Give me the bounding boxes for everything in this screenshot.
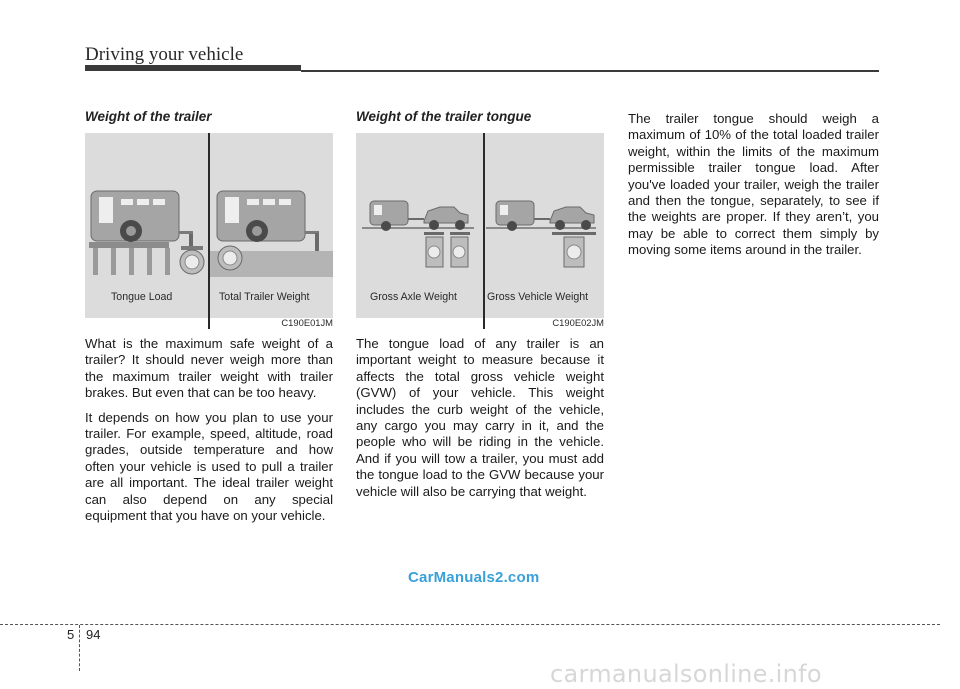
- column-weight-of-trailer: [85, 109, 333, 532]
- section-heading-trailer-weight: Weight of the trailer: [85, 109, 212, 124]
- chapter-number: 5: [67, 627, 75, 642]
- paragraph-1: The tongue load of any trailer is an important weight to measure because it affects the total gross vehicle weight (GVW) of your vehicle. This weight includes the curb weight of the vehicle, any cargo you may carry in it, and the people who will be riding in the vehicle. And if you will tow a trailer, you must add the tongue load to the GVW because your vehicle will also be carrying that weight.: [356, 336, 604, 499]
- column-tongue-guidance: [628, 111, 879, 267]
- page-header-title: Driving your vehicle: [85, 44, 244, 65]
- watermark-link[interactable]: CarManuals2.com: [408, 569, 540, 586]
- footer-separator: [79, 625, 80, 671]
- site-watermark: carmanualsonline.info: [550, 660, 822, 688]
- left-vehicle-illustration: [362, 201, 474, 267]
- figure-divider: [483, 133, 485, 329]
- page-number: 94: [86, 627, 101, 642]
- paragraph-1: The trailer tongue should weigh a maximum of 10% of the total loaded trailer weight, within the limits of the maximum permissible trailer tongue load. After you've loaded your trailer, weigh the trailer and then the tongue, separately, to see if the weights are proper. If they aren’t, you may be able to correct them simply by moving some items around in the trailer.: [628, 111, 879, 258]
- right-trailer-illustration: [209, 191, 333, 277]
- header-bar: [85, 65, 301, 71]
- header-rule: [301, 70, 879, 72]
- right-vehicle-illustration: [486, 201, 596, 267]
- paragraph-1: What is the maximum safe weight of a trailer? It should never weigh more than the maximum trailer weight with trailer brakes. But even that can be too heavy.: [85, 336, 333, 401]
- label-tongue-load: Tongue Load: [111, 291, 173, 303]
- column-trailer-tongue: [356, 109, 604, 508]
- footer-rule: [0, 624, 940, 625]
- label-gross-axle-weight: Gross Axle Weight: [370, 291, 457, 303]
- figure-divider: [208, 133, 210, 329]
- label-gross-vehicle-weight: Gross Vehicle Weight: [487, 291, 589, 303]
- figure-tongue-weight: [356, 133, 604, 329]
- label-total-trailer-weight: Total Trailer Weight: [219, 291, 310, 303]
- section-heading-tongue-weight: Weight of the trailer tongue: [356, 109, 532, 124]
- paragraph-2: It depends on how you plan to use your trailer. For example, speed, altitude, road grades, outside temperature and how often your vehicle is used to pull a trailer are all important. The ideal trailer weight can also depend on any special equipment that you have on your vehicle.: [85, 409, 333, 524]
- figure-trailer-weight: [85, 133, 333, 329]
- left-trailer-illustration: [89, 191, 204, 275]
- figure-code: C190E02JM: [552, 317, 604, 328]
- figure-code: C190E01JM: [281, 317, 333, 328]
